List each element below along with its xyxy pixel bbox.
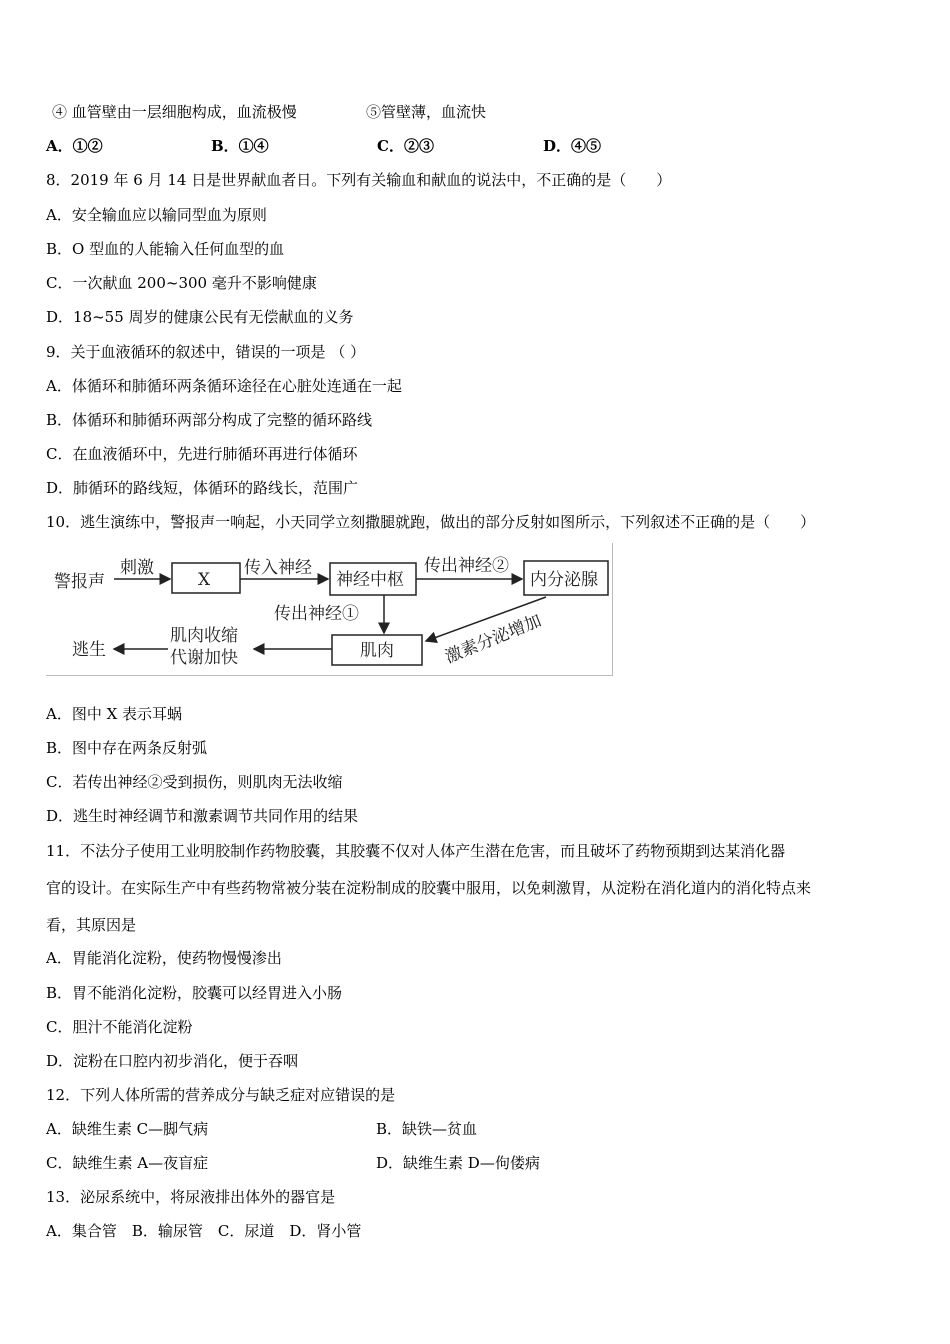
q9-stem: 9．关于血液循环的叙述中，错误的一项是 （ ） — [46, 343, 366, 361]
label-response-2: 代谢加快 — [170, 648, 238, 668]
q13-options: A．集合管 B．输尿管 C．尿道 D．肾小管 — [46, 1222, 362, 1240]
q8-option-c: C．一次献血 200~300 毫升不影响健康 — [46, 274, 317, 292]
q8-option-d: D．18~55 周岁的健康公民有无偿献血的义务 — [46, 308, 354, 326]
q11-stem-line-3: 看，其原因是 — [46, 916, 137, 934]
q13-stem: 13．泌尿系统中，将尿液排出体外的器官是 — [46, 1188, 336, 1206]
q8-stem: 8．2019 年 6 月 14 日是世界献血者日。下列有关输血和献血的说法中，不正确的是（ ） — [46, 171, 672, 189]
label-gland: 内分泌腺 — [530, 570, 598, 590]
q7-option-c: C．②③ — [377, 137, 434, 155]
q10-option-b: B．图中存在两条反射弧 — [46, 739, 208, 757]
label-alarm: 警报声 — [54, 572, 105, 592]
q11-option-d: D．淀粉在口腔内初步消化，便于吞咽 — [46, 1052, 299, 1070]
label-center: 神经中枢 — [336, 570, 404, 590]
q12-stem: 12．下列人体所需的营养成分与缺乏症对应错误的是 — [46, 1086, 396, 1104]
label-efferent2: 传出神经② — [424, 556, 509, 576]
q9-option-b: B．体循环和肺循环两部分构成了完整的循环路线 — [46, 411, 373, 429]
q11-stem-line-1: 11．不法分子使用工业明胶制作药物胶囊，其胶囊不仅对人体产生潜在危害，而且破坏了药物预期到达某消化器 — [46, 842, 786, 860]
label-muscle: 肌肉 — [360, 641, 394, 661]
q12-option-c: C．缺维生素 A—夜盲症 — [46, 1154, 209, 1172]
q11-option-c: C．胆汁不能消化淀粉 — [46, 1018, 193, 1036]
label-efferent1: 传出神经① — [274, 604, 359, 624]
q7-item-5: ⑤管壁薄，血流快 — [366, 103, 487, 121]
label-stimulus: 刺激 — [120, 558, 154, 578]
label-x: X — [198, 570, 211, 590]
q8-option-a: A．安全输血应以输同型血为原则 — [46, 206, 267, 224]
q9-option-d: D．肺循环的路线短，体循环的路线长，范围广 — [46, 479, 359, 497]
label-response-1: 肌肉收缩 — [170, 626, 238, 646]
label-hormone: 激素分泌增加 — [442, 610, 545, 668]
q12-option-b: B．缺铁—贫血 — [376, 1120, 478, 1138]
q10-option-d: D．逃生时神经调节和激素调节共同作用的结果 — [46, 807, 359, 825]
q7-option-d: D．④⑤ — [543, 137, 602, 155]
q10-option-c: C．若传出神经②受到损伤，则肌肉无法收缩 — [46, 773, 343, 791]
q9-option-c: C．在血液循环中，先进行肺循环再进行体循环 — [46, 445, 358, 463]
q11-stem-line-2: 官的设计。在实际生产中有些药物常被分装在淀粉制成的胶囊中服用，以免刺激胃，从淀粉在消化道内的消化特点来 — [46, 879, 812, 897]
reflex-diagram — [46, 543, 613, 676]
reflex-diagram-svg — [46, 543, 612, 675]
q7-option-b: B．①④ — [211, 137, 269, 155]
q10-stem: 10．逃生演练中，警报声一响起，小天同学立刻撒腿就跑，做出的部分反射如图所示，下列叙述不正确的是（ ） — [46, 513, 816, 531]
q12-option-a: A．缺维生素 C—脚气病 — [46, 1120, 209, 1138]
q12-option-d: D．缺维生素 D—佝偻病 — [376, 1154, 540, 1172]
q10-option-a: A．图中 X 表示耳蜗 — [46, 705, 183, 723]
q8-option-b: B．O 型血的人能输入任何血型的血 — [46, 240, 285, 258]
label-afferent: 传入神经 — [244, 558, 312, 578]
q9-option-a: A．体循环和肺循环两条循环途径在心脏处连通在一起 — [46, 377, 402, 395]
label-escape: 逃生 — [72, 640, 106, 660]
q7-option-a: A．①② — [46, 137, 103, 155]
q11-option-b: B．胃不能消化淀粉，胶囊可以经胃进入小肠 — [46, 984, 343, 1002]
q11-option-a: A．胃能消化淀粉，使药物慢慢渗出 — [46, 949, 282, 967]
q7-item-4: ④ 血管壁由一层细胞构成，血流极慢 — [52, 103, 297, 121]
